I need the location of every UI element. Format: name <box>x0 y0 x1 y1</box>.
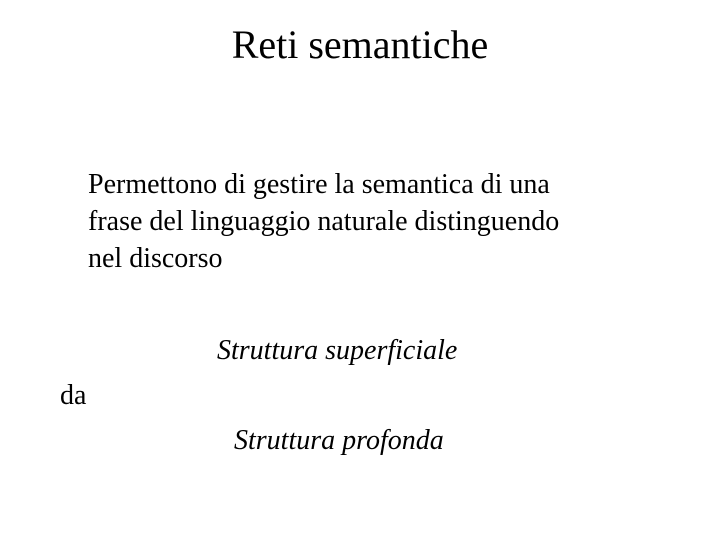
intro-line-3: nel discorso <box>88 243 223 274</box>
connector-word: da <box>60 380 87 411</box>
slide-title: Reti semantiche <box>231 22 489 67</box>
deep-structure-term: Struttura profonda <box>234 425 444 456</box>
intro-line-2: frase del linguaggio naturale distinguendo <box>88 206 560 237</box>
intro-paragraph <box>88 166 688 277</box>
surface-structure-term: Struttura superficiale <box>217 335 458 366</box>
intro-line-1: Permettono di gestire la semantica di una <box>88 169 550 200</box>
